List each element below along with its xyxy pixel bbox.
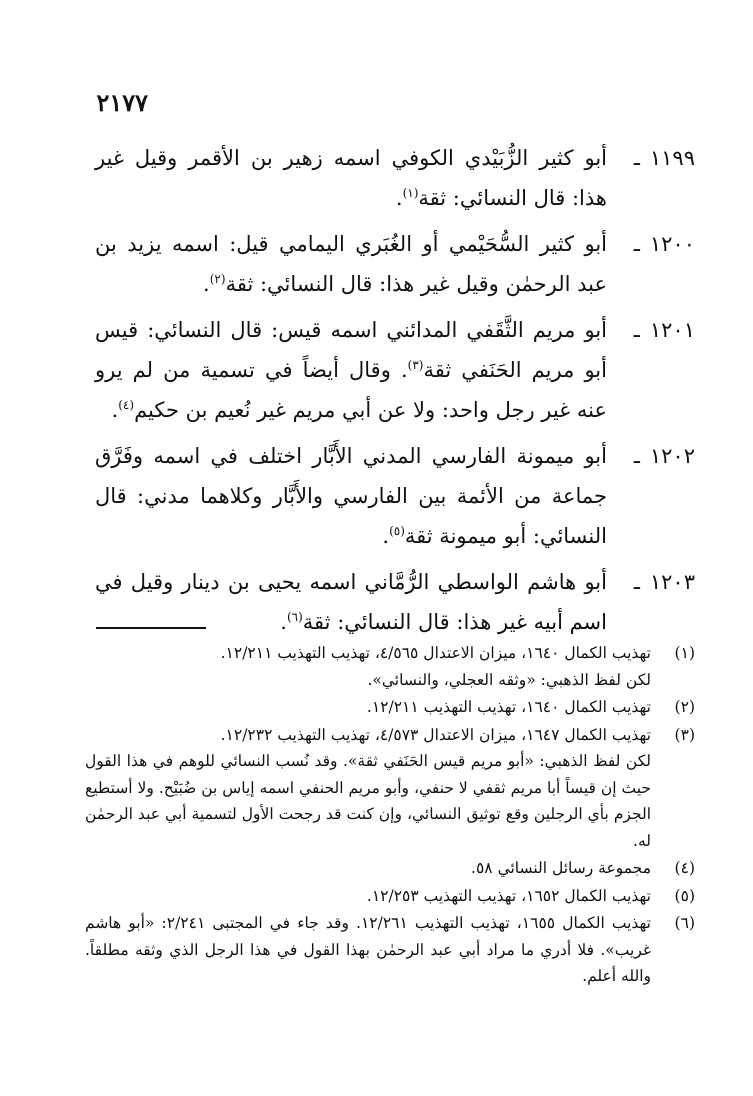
footnote-number: (٤) bbox=[674, 859, 695, 877]
footnote-line: تهذيب الكمال ١٦٤٧، ميزان الاعتدال ٤/٥٧٣، تهذيب التهذيب ١٢/٢٣٢. bbox=[220, 725, 651, 744]
footnotes-list bbox=[85, 640, 695, 991]
entry-number: ١٢٠٠ـ bbox=[633, 232, 695, 256]
entry-number: ١٢٠٢ـ bbox=[633, 444, 695, 468]
footnote-2 bbox=[85, 694, 695, 721]
entry-1201: ١٢٠١ـ أبو مريم الثَّقَفي المدائني اسمه قيس: قال النسائي: قيس أبو مريم الحَنَفي ثقة$^{(٣)}$. وقال أيضاً في تسمية من لم يرو عنه غير رجل واحد: ولا عن أبي مريم غير نُعيم بن حكيم$^{(٤)}$. bbox=[95, 310, 695, 430]
footnote-line: تهذيب الكمال ١٦٤٠، تهذيب التهذيب ١٢/٢١١. bbox=[366, 698, 651, 716]
footnote-number: (١) bbox=[674, 644, 695, 662]
footnote-line: تهذيب الكمال ١٦٥٥، تهذيب التهذيب ١٢/٢٦١. وقد جاء في المجتبى ٢/٢٤١: «أبو هاشم غريب». فلا أدري ما مراد أبي عبد الرحمٰن بهذا القول في هذا الرجل الذي وثقه مطلقاً. والله أعلم. bbox=[85, 914, 651, 985]
entry-1199: ١١٩٩ـ أبو كثير الزُّبَيْدي الكوفي اسمه زهير بن الأقمر وقيل غير هذا: قال النسائي: ثقة$^{(١)}$. bbox=[95, 138, 695, 218]
footnote-number: (٢) bbox=[674, 698, 695, 716]
entry-1202: ١٢٠٢ـ أبو ميمونة الفارسي المدني الأَبَّار اختلف في اسمه وفَرَّق جماعة من الأئمة بين الفارسي والأَبَّار وكلاهما مدني: قال النسائي: أبو ميمونة ثقة$^{(٥)}$. bbox=[95, 436, 695, 556]
footnote-ref[interactable]: (٦) bbox=[286, 610, 303, 624]
footnote-line: مجموعة رسائل النسائي ٥٨. bbox=[471, 859, 651, 877]
footnote-number: (٣) bbox=[674, 725, 695, 744]
entry-number: ١٢٠١ـ bbox=[633, 318, 695, 342]
entry-text: أبو كثير الزُّبَيْدي الكوفي اسمه زهير بن الأقمر وقيل غير هذا: قال النسائي: ثقة bbox=[95, 146, 607, 210]
footnote-line: لكن لفظ الذهبي: «وثقه العجلي، والنسائي». bbox=[367, 670, 651, 689]
entry-text: أبو كثير السُّحَيْمي أو الغُبَري اليمامي قيل: اسمه يزيد بن عبد الرحمٰن وقيل غير هذا: قال النسائي: ثقة bbox=[95, 232, 607, 296]
footnote-5 bbox=[85, 883, 695, 910]
footnote-ref[interactable]: (٢) bbox=[209, 272, 226, 286]
footnote-ref[interactable]: (٣) bbox=[407, 358, 424, 372]
footnote-line: لكن لفظ الذهبي: «أبو مريم قيس الحَنَفي ثقة». وقد نُسب النسائي للوهم في هذا القول حيث إن قيساً أبا مريم ثقفي لا حنفي، وأبو مريم الحنفي اسمه إياس بن ضُبَيْح. ولا أستطيع الجزم بأي الرجلين وقع توثيق النسائي، وإن كنت قد رجحت الأول لتسمية أبي عبد الرحمٰن له. bbox=[85, 752, 651, 850]
footnote-line: تهذيب الكمال ١٦٥٢، تهذيب التهذيب ١٢/٢٥٣. bbox=[366, 886, 651, 905]
entry-number: ١٢٠٣ـ bbox=[633, 570, 695, 594]
entry-text: أبو مريم الثَّقَفي المدائني اسمه قيس: قال النسائي: قيس أبو مريم الحَنَفي ثقة bbox=[95, 318, 607, 382]
footnote-6 bbox=[85, 910, 695, 990]
entry-text: أبو هاشم الواسطي الرُّمَّاني اسمه يحيى بن دينار وقيل في اسم أبيه غير هذا: قال النسائي: ثقة bbox=[95, 570, 607, 634]
footnote-line: تهذيب الكمال ١٦٤٠، ميزان الاعتدال ٤/٥٦٥، تهذيب التهذيب ١٢/٢١١. bbox=[220, 644, 651, 662]
entry-text-continued: . وقال أيضاً في تسمية من لم يرو عنه غير رجل واحد: ولا عن أبي مريم غير نُعيم بن حكيم bbox=[95, 358, 607, 422]
page-number: ٢١٧٧ bbox=[96, 88, 148, 117]
footnote-number: (٥) bbox=[674, 886, 695, 905]
footnote-1 bbox=[85, 640, 695, 693]
entry-1200: ١٢٠٠ـ أبو كثير السُّحَيْمي أو الغُبَري اليمامي قيل: اسمه يزيد بن عبد الرحمٰن وقيل غير هذا: قال النسائي: ثقة$^{(٢)}$. bbox=[95, 224, 695, 304]
footnote-ref[interactable]: (٥) bbox=[389, 524, 405, 538]
footnote-ref[interactable]: (٤) bbox=[118, 398, 135, 412]
entry-text: أبو ميمونة الفارسي المدني الأَبَّار اختلف في اسمه وفَرَّق جماعة من الأئمة بين الفارسي والأَبَّار وكلاهما مدني: قال النسائي: أبو ميمونة ثقة bbox=[95, 444, 607, 548]
entry-1203: ١٢٠٣ـ أبو هاشم الواسطي الرُّمَّاني اسمه يحيى بن دينار وقيل في اسم أبيه غير هذا: قال النسائي: ثقة$^{(٦)}$. bbox=[95, 562, 695, 642]
footnote-3 bbox=[85, 722, 695, 855]
footnote-separator bbox=[96, 627, 206, 629]
entry-number: ١١٩٩ـ bbox=[633, 146, 695, 170]
footnote-4 bbox=[85, 855, 695, 882]
footnote-ref[interactable]: (١) bbox=[402, 186, 419, 200]
footnote-number: (٦) bbox=[674, 914, 695, 932]
entries-list bbox=[95, 138, 695, 648]
